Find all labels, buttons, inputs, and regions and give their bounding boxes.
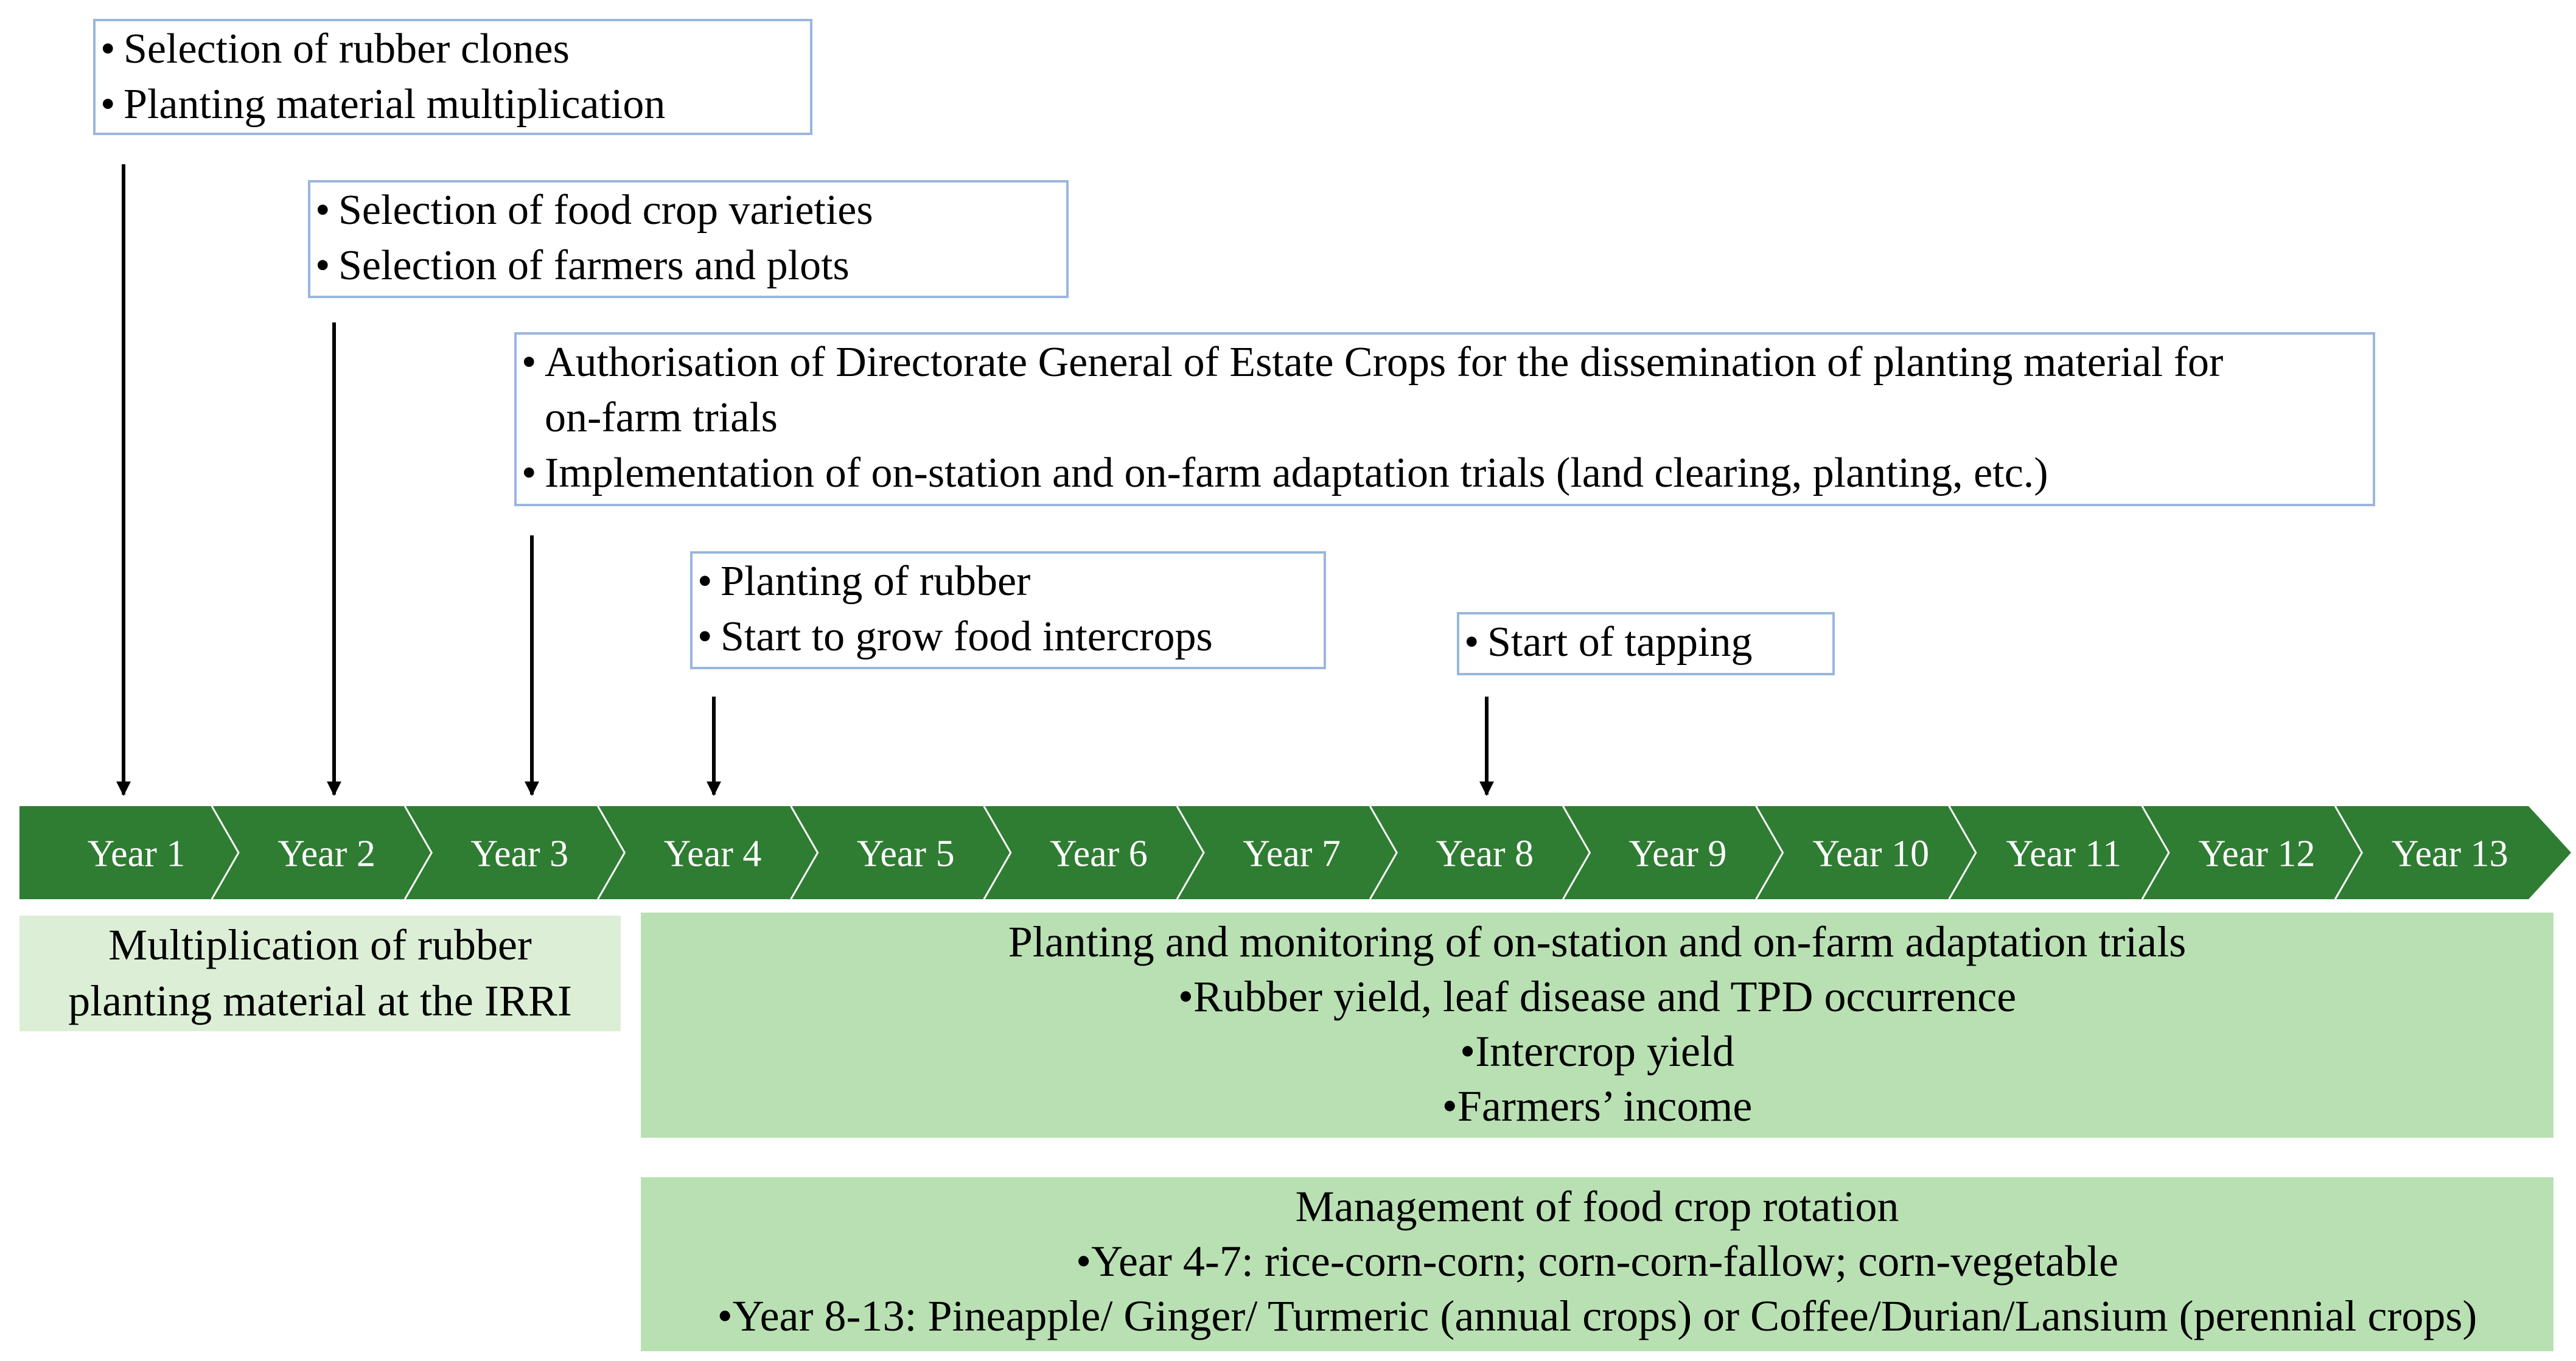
year-label: Year 3 bbox=[470, 833, 569, 875]
event-text: Selection of farmers and plots bbox=[338, 242, 850, 289]
phase-bullet-line bbox=[1178, 972, 2016, 1021]
event-box bbox=[691, 552, 1325, 668]
phase-heading bbox=[108, 921, 532, 969]
year-label: Year 1 bbox=[87, 833, 186, 875]
phase-boxes bbox=[19, 913, 2553, 1351]
bullet-icon: • bbox=[1075, 1237, 1092, 1286]
event-text: Start to grow food intercrops bbox=[721, 613, 1213, 660]
bullet-icon: • bbox=[697, 613, 713, 660]
bullet-icon: • bbox=[1442, 1082, 1457, 1130]
bullet-icon: • bbox=[717, 1292, 733, 1340]
bullet-icon: • bbox=[1178, 972, 1194, 1021]
year-label: Year 11 bbox=[2006, 833, 2122, 875]
phase-bullet-line bbox=[717, 1292, 2477, 1340]
year-label: Year 12 bbox=[2198, 833, 2316, 875]
event-text: Start of tapping bbox=[1487, 619, 1753, 666]
phase-box bbox=[641, 913, 2553, 1138]
phase-bullet-line bbox=[1460, 1027, 1734, 1076]
year-label: Year 5 bbox=[856, 833, 955, 875]
bullet-icon: • bbox=[1464, 619, 1479, 666]
phase-box bbox=[641, 1177, 2553, 1351]
event-box bbox=[94, 20, 811, 134]
event-text: Planting material multiplication bbox=[124, 81, 666, 128]
phase-text: Intercrop yield bbox=[1475, 1027, 1735, 1076]
bullet-icon: • bbox=[522, 450, 537, 496]
phase-heading bbox=[68, 976, 572, 1025]
event-box bbox=[309, 181, 1067, 297]
phase-heading bbox=[1008, 917, 2187, 966]
year-label: Year 6 bbox=[1050, 833, 1148, 875]
year-label: Year 2 bbox=[277, 833, 375, 875]
event-boxes bbox=[94, 20, 2374, 674]
bullet-icon: • bbox=[100, 81, 116, 128]
event-text: Implementation of on-station and on-farm adaptation trials (land clearing, planting, etc.) bbox=[545, 450, 2048, 496]
phase-text: Management of food crop rotation bbox=[1295, 1182, 1899, 1231]
phase-heading bbox=[1296, 1182, 1899, 1231]
phase-text: Year 8-13: Pineapple/ Ginger/ Turmeric (annual crops) or Coffee/Durian/Lansium (perennial crops) bbox=[732, 1292, 2477, 1340]
event-box bbox=[1458, 613, 1834, 674]
year-label: Year 8 bbox=[1436, 833, 1534, 875]
year-label: Year 10 bbox=[1812, 833, 1930, 875]
timeline-bar bbox=[19, 806, 2571, 899]
bullet-icon: • bbox=[1459, 1027, 1476, 1076]
phase-text: Year 4-7: rice-corn-corn; corn-corn-fallow; corn-vegetable bbox=[1091, 1237, 2119, 1286]
phase-bullet-line bbox=[1076, 1237, 2118, 1286]
bullet-icon: • bbox=[315, 242, 330, 289]
bullet-icon: • bbox=[100, 26, 116, 72]
phase-text: Rubber yield, leaf disease and TPD occurrence bbox=[1193, 972, 2017, 1021]
phase-box bbox=[19, 916, 621, 1031]
event-text: Planting of rubber bbox=[721, 558, 1031, 605]
phase-text: Farmers’ income bbox=[1457, 1082, 1753, 1130]
bullet-icon: • bbox=[522, 339, 537, 386]
phase-text: Planting and monitoring of on-station and on-farm adaptation trials bbox=[1008, 917, 2187, 966]
event-text: Selection of rubber clones bbox=[124, 26, 570, 72]
year-label: Year 9 bbox=[1628, 833, 1727, 875]
event-text: Selection of food crop varieties bbox=[338, 187, 873, 234]
event-text: on-farm trials bbox=[545, 394, 778, 441]
event-box bbox=[515, 333, 2374, 505]
bullet-icon: • bbox=[697, 558, 713, 605]
year-label: Year 7 bbox=[1243, 833, 1341, 875]
year-label: Year 4 bbox=[663, 833, 762, 875]
phase-bullet-line bbox=[1442, 1082, 1753, 1130]
phase-text: planting material at the IRRI bbox=[68, 976, 572, 1025]
year-label: Year 13 bbox=[2391, 833, 2508, 875]
bullet-icon: • bbox=[315, 187, 330, 234]
event-text: Authorisation of Directorate General of Estate Crops for the dissemination of planting material for bbox=[545, 339, 2224, 386]
phase-text: Multiplication of rubber bbox=[108, 921, 532, 969]
